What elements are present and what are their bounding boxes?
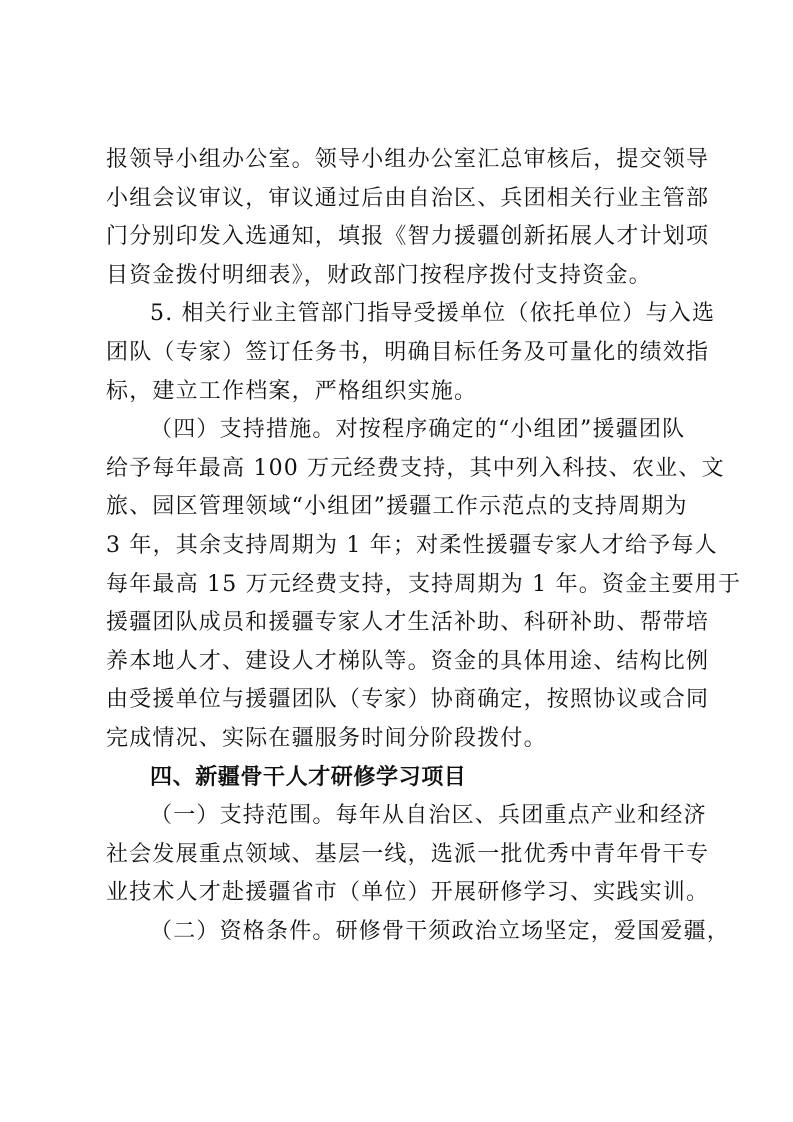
paragraph-line: 每年最高 15 万元经费支持，支持周期为 1 年。资金主要用于 (106, 571, 742, 597)
paragraph-line: 旅、园区管理领域“小组团”援疆工作示范点的支持周期为 (106, 494, 688, 520)
section-heading: 四、新疆骨干人才研修学习项目 (150, 764, 467, 790)
paragraph-line: 标，建立工作档案，严格组织实施。 (106, 378, 478, 404)
paragraph-line: 给予每年最高 100 万元经费支持，其中列入科技、农业、文 (106, 455, 725, 481)
paragraph-line: 养本地人才、建设人才梯队等。资金的具体用途、结构比例 (106, 648, 710, 674)
paragraph-line: 援疆团队成员和援疆专家人才生活补助、科研补助、帮带培 (106, 610, 710, 636)
paragraph-line: 业技术人才赴援疆省市（单位）开展研修学习、实践实训。 (106, 880, 710, 906)
paragraph-line: 门分别印发入选通知，填报《智力援疆创新拓展人才计划项 (106, 224, 710, 250)
paragraph-line: 社会发展重点领域、基层一线，选派一批优秀中青年骨干专 (106, 841, 710, 867)
document-body (106, 141, 742, 951)
paragraph-line: （二）资格条件。研修骨干须政治立场坚定，爱国爱疆， (150, 918, 731, 944)
paragraph-line: 团队（专家）签订任务书，明确目标任务及可量化的绩效指 (106, 339, 710, 365)
paragraph-line: 5. 相关行业主管部门指导受援单位（依托单位）与入选 (150, 301, 716, 327)
paragraph-line: 3 年，其余支持周期为 1 年；对柔性援疆专家人才给予每人 (106, 532, 718, 558)
paragraph-line: 完成情况、实际在疆服务时间分阶段拨付。 (106, 725, 547, 751)
paragraph-line: （四）支持措施。对按程序确定的“小组团”援疆团队 (150, 417, 686, 443)
paragraph-line: （一）支持范围。每年从自治区、兵团重点产业和经济 (150, 803, 707, 829)
paragraph-line: 由受援单位与援疆团队（专家）协商确定，按照协议或合同 (106, 687, 710, 713)
paragraph-line: 小组会议审议，审议通过后由自治区、兵团相关行业主管部 (106, 185, 710, 211)
paragraph-line: 目资金拨付明细表》，财政部门按程序拨付支持资金。 (106, 262, 652, 288)
paragraph-line: 报领导小组办公室。领导小组办公室汇总审核后，提交领导 (106, 147, 710, 172)
